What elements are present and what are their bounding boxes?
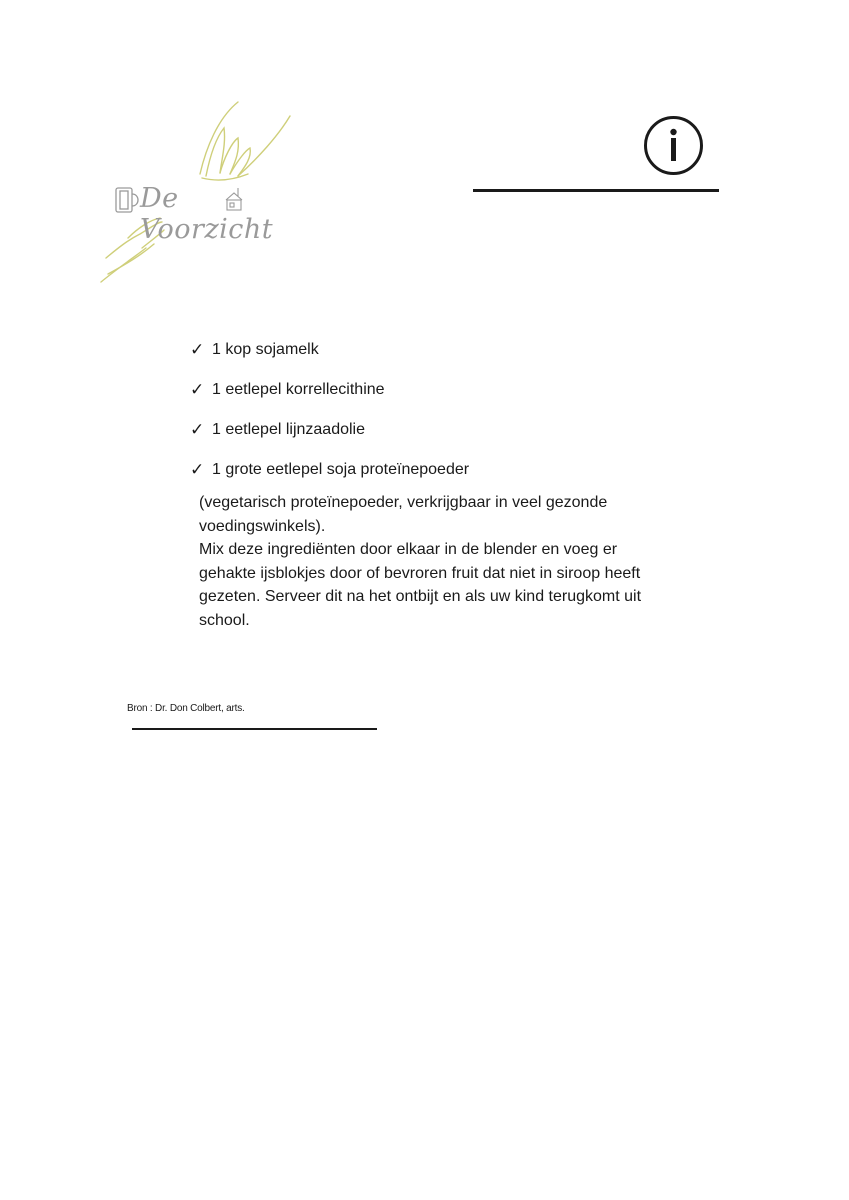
- ingredient-list: [190, 338, 469, 498]
- logo: [98, 98, 298, 288]
- checkmark-icon: ✓: [190, 340, 205, 359]
- logo-text: De Voorzicht: [140, 183, 274, 245]
- checkmark-icon: ✓: [190, 420, 205, 439]
- list-item: [190, 338, 469, 378]
- list-item: [190, 378, 469, 418]
- recipe-instructions: Mix deze ingrediënten door elkaar in de blender en voeg er gehakte ijsblokjes door of bevroren fruit dat niet in siroop heeft gezeten. Serveer dit na het ontbijt en als uw kind terugkomt uit school.: [199, 541, 642, 629]
- source-credit: Bron : Dr. Don Colbert, arts.: [127, 703, 245, 714]
- mug-icon: [116, 188, 138, 212]
- ingredient-text: 1 eetlepel lijnzaadolie: [212, 421, 365, 438]
- recipe-description: [199, 491, 649, 632]
- header-divider: [473, 189, 719, 192]
- hand-hold-icon: [200, 102, 290, 180]
- checkmark-icon: ✓: [190, 460, 205, 479]
- ingredient-text: 1 grote eetlepel soja proteïnepoeder: [212, 461, 470, 478]
- info-icon: [643, 115, 704, 176]
- footer-divider: [132, 728, 377, 730]
- ingredient-note: (vegetarisch proteïnepoeder, verkrijgbaar in veel gezonde voedingswinkels).: [199, 494, 608, 535]
- ingredient-text: 1 eetlepel korrellecithine: [212, 381, 385, 398]
- list-item: [190, 418, 469, 458]
- checkmark-icon: ✓: [190, 380, 205, 399]
- ingredient-text: 1 kop sojamelk: [212, 341, 319, 358]
